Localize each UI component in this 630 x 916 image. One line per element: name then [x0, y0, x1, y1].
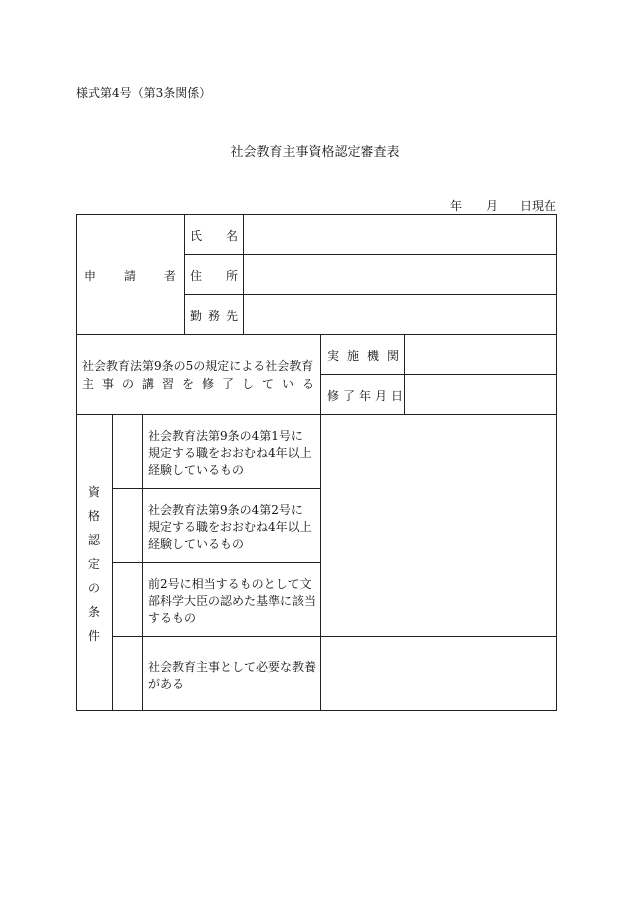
- completion-date-label: 月: [375, 389, 388, 403]
- qualification-header-char: 件: [87, 629, 100, 643]
- condition-line: 前2号に相当するものとして文: [148, 577, 312, 591]
- workplace-field[interactable]: [244, 295, 556, 334]
- table-border-left: [76, 214, 77, 711]
- address-field[interactable]: [244, 255, 556, 294]
- condition-line: がある: [148, 677, 185, 691]
- page-title: 社会教育主事資格認定審査表: [230, 145, 400, 160]
- condition-line: 部科学大臣の認めた基準に該当: [148, 594, 317, 608]
- date-month-label: 月: [486, 199, 499, 213]
- applicant-label: 請: [124, 269, 137, 283]
- table-line: [184, 214, 185, 334]
- institution-label: 機: [367, 349, 380, 363]
- completion-date-label: 年: [359, 389, 372, 403]
- training-description-char: て: [262, 377, 275, 391]
- training-description-char: 主: [82, 377, 95, 391]
- training-description-char: 修: [202, 377, 215, 391]
- address-label: 所: [226, 269, 239, 283]
- condition-3-text: [148, 576, 316, 627]
- condition-line: 社会教育法第9条の4第1号に: [148, 429, 303, 443]
- condition-line: 経験しているもの: [148, 537, 245, 551]
- condition-line: 経験しているもの: [148, 463, 245, 477]
- training-description-char: 講: [142, 377, 155, 391]
- condition-line: 規定する職をおおむね4年以上: [148, 446, 312, 460]
- table-line: [142, 414, 143, 710]
- institution-field[interactable]: [405, 335, 556, 374]
- completion-date-label: 修: [327, 389, 340, 403]
- condition-4-text: [148, 659, 316, 693]
- qualification-header-char: 認: [87, 533, 100, 547]
- training-description-char: 了: [222, 377, 235, 391]
- date-day-label: 日現在: [520, 199, 557, 213]
- form-number: 様式第4号（第3条関係）: [76, 86, 212, 100]
- completion-date-field[interactable]: [405, 375, 556, 414]
- condition-line: 社会教育主事として必要な教養: [148, 660, 317, 674]
- qualification-header: [86, 480, 102, 648]
- qualification-header-char: 格: [87, 509, 100, 523]
- training-description-char: 事: [102, 377, 115, 391]
- training-description-char: を: [182, 377, 195, 391]
- training-description-char: の: [122, 377, 135, 391]
- condition-1-text: [148, 428, 312, 479]
- qualification-header-char: 資: [87, 485, 100, 499]
- completion-date-label: 了: [343, 389, 356, 403]
- applicant-label: 者: [164, 269, 177, 283]
- workplace-label: 勤: [190, 309, 203, 323]
- table-line: [112, 562, 320, 563]
- table-line: [112, 488, 320, 489]
- table-border-right: [556, 214, 557, 711]
- training-description-char: い: [282, 377, 295, 391]
- condition-1-check[interactable]: [113, 415, 142, 488]
- institution-label: 施: [347, 349, 360, 363]
- condition-4-check[interactable]: [113, 637, 142, 710]
- condition-line: 社会教育法第9条の4第2号に: [148, 503, 303, 517]
- qualification-header-char: 定: [87, 557, 100, 571]
- training-description-char: 習: [162, 377, 175, 391]
- condition-line: するもの: [148, 611, 197, 625]
- table-border-bottom: [76, 710, 557, 711]
- conditions-remarks-field[interactable]: [321, 415, 556, 636]
- address-label: 住: [190, 269, 203, 283]
- condition-2-check[interactable]: [113, 489, 142, 562]
- condition-3-check[interactable]: [113, 563, 142, 636]
- name-label: 氏: [190, 229, 203, 243]
- institution-label: 関: [387, 349, 400, 363]
- institution-label: 実: [327, 349, 340, 363]
- condition-2-text: [148, 502, 312, 553]
- applicant-label: 申: [84, 269, 97, 283]
- qualification-header-char: 条: [87, 605, 100, 619]
- training-description: 社会教育法第9条の5の規定による社会教育: [82, 359, 314, 373]
- workplace-label: 務: [208, 309, 221, 323]
- education-remarks-field[interactable]: [321, 637, 556, 710]
- condition-line: 規定する職をおおむね4年以上: [148, 520, 312, 534]
- name-label: 名: [226, 229, 239, 243]
- workplace-label: 先: [226, 309, 239, 323]
- training-description-char: る: [302, 377, 315, 391]
- qualification-header-char: の: [87, 581, 100, 595]
- training-description-char: し: [242, 377, 255, 391]
- completion-date-label: 日: [391, 389, 404, 403]
- date-year-label: 年: [450, 199, 463, 213]
- name-field[interactable]: [244, 215, 556, 254]
